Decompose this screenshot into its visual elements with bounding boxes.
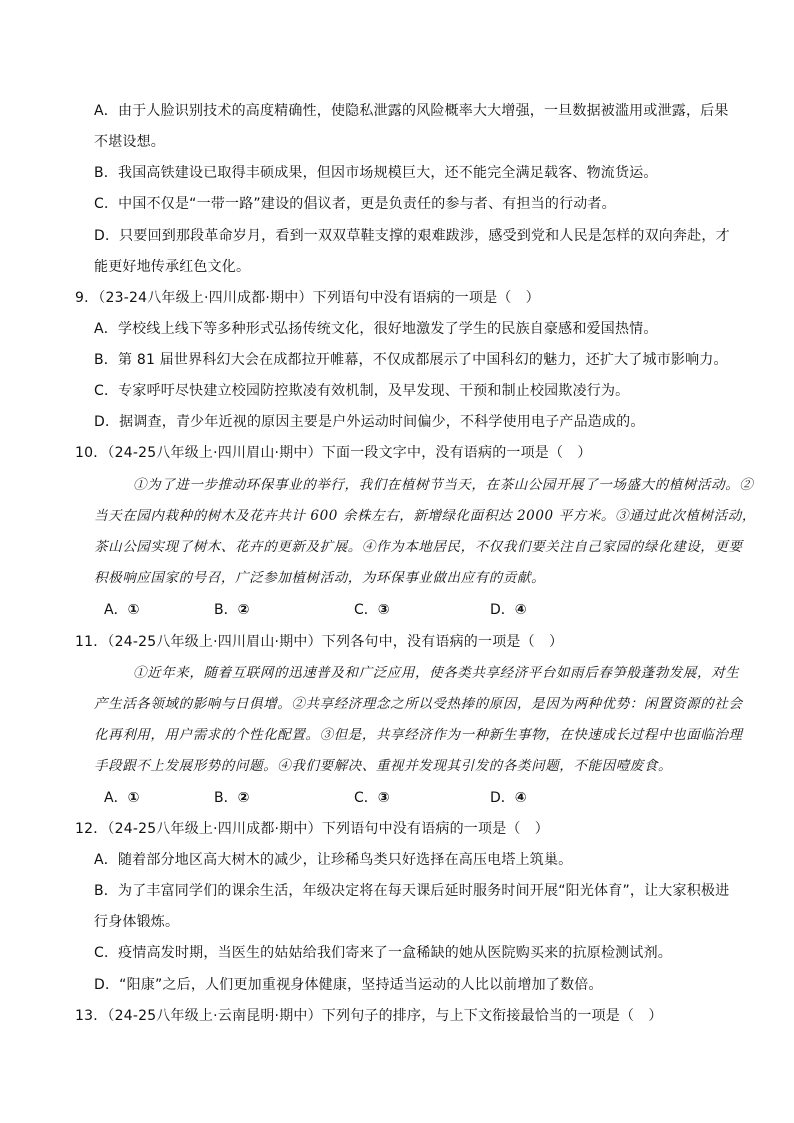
q9-option-c: C．专家呼吁尽快建立校园防控欺凌有效机制，及早发现、干预和制止校园欺凌行为。: [94, 383, 630, 399]
q11-choice-d-mark: ④: [514, 790, 527, 806]
q11-choice-d-letter: D．: [490, 790, 515, 806]
q8-option-d-line1: D．只要回到那段革命岁月，看到一双双草鞋支撑的艰难跋涉，感受到党和人民是怎样的双向奔赴，才: [94, 228, 730, 244]
q11-passage-line4: 手段跟不上发展形势的问题。④我们要解决、重视并发现其引发的各类问题，不能因噎废食。: [94, 758, 673, 774]
q11-choice-b-letter: B．: [214, 790, 238, 806]
q11-choice-a-mark: ①: [127, 790, 140, 806]
q10-choice-b-letter: B．: [214, 602, 238, 618]
q10-passage-line3: 茶山公园实现了树木、花卉的更新及扩展。④作为本地居民，不仅我们要关注自己家园的绿化建设，更要: [94, 539, 743, 555]
q8-option-a-line2: 不堪设想。: [94, 134, 165, 150]
q11-choice-c: [354, 788, 390, 808]
q11-passage-line1: ①近年来，随着互联网的迅速普及和广泛应用，使各类共享经济平台如雨后春笋般蓬勃发展，对生: [133, 665, 740, 681]
q12-option-b-line2: 行身体锻炼。: [94, 914, 180, 930]
q10-choice-c: [354, 600, 390, 620]
q11-passage-line2: 产生活各领域的影响与日俱增。②共享经济理念之所以受热捧的原因，是因为两种优势：闲置资源的社会: [94, 696, 743, 712]
q8-option-b: B．我国高铁建设已取得丰硕成果，但因市场规模巨大，还不能完全满足载客、物流货运。: [94, 165, 658, 181]
q10-choice-a: [104, 600, 139, 620]
q10-choice-b-mark: ②: [237, 602, 250, 618]
q12-option-b-line1: B．为了丰富同学们的课余生活，年级决定将在每天课后延时服务时间开展“阳光体育”，让大家积极进: [94, 883, 730, 899]
q10-choice-d: [490, 600, 527, 620]
q10-choice-c-letter: C．: [354, 602, 378, 618]
q10-choice-a-letter: A．: [104, 602, 128, 618]
q10-choice-d-mark: ④: [514, 602, 527, 618]
q9-heading: 9．（23-24八年级上·四川成都·期中）下列语句中没有语病的一项是（ ）: [75, 290, 540, 306]
q10-passage-line4: 积极响应国家的号召，广泛参加植树活动，为环保事业做出应有的贡献。: [94, 570, 546, 586]
q11-choice-b-mark: ②: [237, 790, 250, 806]
q11-choice-a: [104, 788, 139, 808]
q11-choice-a-letter: A．: [104, 790, 128, 806]
q10-passage-line1: ①为了进一步推动环保事业的举行，我们在植树节当天，在茶山公园开展了一场盛大的植树活动。②: [133, 477, 754, 493]
q11-choice-c-letter: C．: [354, 790, 378, 806]
q10-heading: 10．（24-25八年级上·四川眉山·期中）下面一段文字中，没有语病的一项是（ ）: [75, 445, 592, 461]
q8-option-a-line1: A．由于人脸识别技术的高度精确性，使隐私泄露的风险概率大大增强，一旦数据被滥用或泄露，后果: [94, 103, 729, 119]
q11-passage-line3: 化再利用，用户需求的个性化配置。③但是，共享经济作为一种新生事物，在快速成长过程中也面临治理: [94, 727, 743, 743]
q10-choice-d-letter: D．: [490, 602, 515, 618]
q9-option-d: D．据调查，青少年近视的原因主要是户外运动时间偏少，不科学使用电子产品造成的。: [94, 414, 645, 430]
q11-choice-d: [490, 788, 527, 808]
q9-option-b: B．第 81 届世界科幻大会在成都拉开帷幕，不仅成都展示了中国科幻的魅力，还扩大了城市影响力。: [94, 352, 728, 368]
q11-choice-b: [214, 788, 249, 808]
q11-choice-c-mark: ③: [377, 790, 390, 806]
q12-option-d: D．“阳康”之后，人们更加重视身体健康，坚持适当运动的人比以前增加了数倍。: [94, 977, 603, 993]
q8-option-c: C．中国不仅是“一带一路”建设的倡议者，更是负责任的参与者、有担当的行动者。: [94, 196, 616, 212]
q9-option-a: A．学校线上线下等多种形式弘扬传统文化，很好地激发了学生的民族自豪感和爱国热情。: [94, 321, 658, 337]
q10-passage-line2: 当天在园内栽种的树木及花卉共计 600 余株左右，新增绿化面积达 2000 平方米。③通过此次植树活动，: [94, 508, 756, 524]
q12-option-a: A．随着部分地区高大树木的减少，让珍稀鸟类只好选择在高压电塔上筑巢。: [94, 852, 573, 868]
q10-choice-c-mark: ③: [377, 602, 390, 618]
q13-heading: 13．（24-25八年级上·云南昆明·期中）下列句子的排序，与上下文衔接最恰当的一项是（ ）: [75, 1008, 663, 1024]
q11-heading: 11．（24-25八年级上·四川眉山·期中）下列各句中，没有语病的一项是（ ）: [75, 634, 564, 650]
q12-option-c: C．疫情高发时期，当医生的姑姑给我们寄来了一盒稀缺的她从医院购买来的抗原检测试剂。: [94, 945, 672, 961]
q12-heading: 12．（24-25八年级上·四川成都·期中）下列语句中没有语病的一项是（ ）: [75, 821, 549, 837]
q10-choice-b: [214, 600, 249, 620]
q10-choice-a-mark: ①: [127, 602, 140, 618]
q8-option-d-line2: 能更好地传承红色文化。: [94, 259, 251, 275]
